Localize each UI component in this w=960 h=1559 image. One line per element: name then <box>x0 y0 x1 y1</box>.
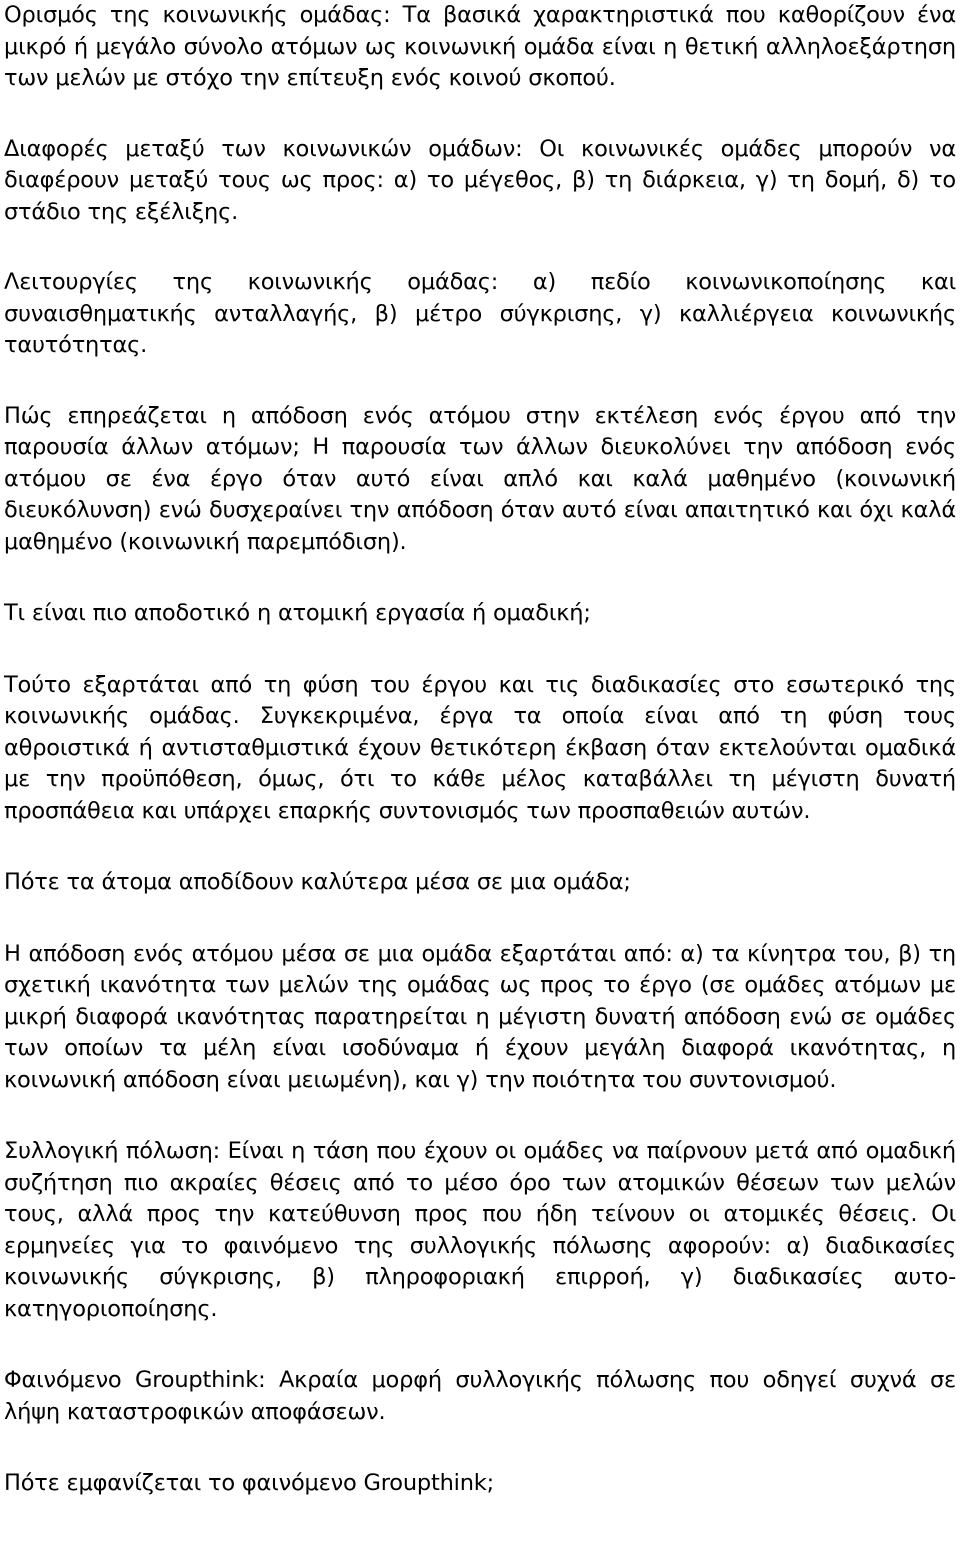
paragraph-group-functions: Λειτουργίες της κοινωνικής ομάδας: α) πεδίο κοινωνικοποίησης και συναισθηματικής ανταλλαγής, β) μέτρο σύγκρισης, γ) καλλιέργεια κοινωνικής ταυτότητας. <box>4 269 956 358</box>
paragraph-social-facilitation: Πώς επηρεάζεται η απόδοση ενός ατόμου στην εκτέλεση ενός έργου από την παρουσία άλλων ατόμων; Η παρουσία των άλλων διευκολύνει την απόδοση ενός ατόμου σε ένα έργο όταν αυτό είναι απλό και καλά μαθημένο (κοινωνική διευκόλυνση) ενώ δυσχεραίνει την απόδοση όταν αυτό είναι απαιτητικό και όχι καλά μαθημένο (κοινωνική παρεμπόδιση). <box>4 402 956 555</box>
question-when-groupthink: Πότε εμφανίζεται το φαινόμενο Groupthink; <box>4 1470 494 1496</box>
question-when-perform-better: Πότε τα άτομα αποδίδουν καλύτερα μέσα σε μια ομάδα; <box>4 869 631 895</box>
paragraph-groupthink: Φαινόμενο Groupthink: Ακραία μορφή συλλογικής πόλωσης που οδηγεί συχνά σε λήψη καταστροφικών αποφάσεων. <box>4 1367 956 1425</box>
paragraph-performance-factors: Η απόδοση ενός ατόμου μέσα σε μια ομάδα εξαρτάται από: α) τα κίνητρα του, β) τη σχετική ικανότητα των μελών της ομάδας ως προς το έργο (σε ομάδες ατόμων με μικρή διαφορά ικανότητας παρατηρείται η μέγιστη δυνατή απόδοση ενώ σε ομάδες των οποίων τα μέλη είναι ισοδύναμα ή έχουν μεγάλη διαφορά ικανότητας, η κοινωνική απόδοση είναι μειωμένη), και γ) την ποιότητα του συντονισμού. <box>4 940 956 1093</box>
paragraph-group-definition: Ορισμός της κοινωνικής ομάδας: Τα βασικά χαρακτηριστικά που καθορίζουν ένα μικρό ή μεγάλο σύνολο ατόμων ως κοινωνική ομάδα είναι η θετική αλληλοεξάρτηση των μελών με στόχο την επίτευξη ενός κοινού σκοπού. <box>4 2 956 91</box>
paragraph-group-polarization: Συλλογική πόλωση: Είναι η τάση που έχουν οι ομάδες να παίρνουν μετά από ομαδική συζήτηση πιο ακραίες θέσεις από το μέσο όρο των ατομικών θέσεων των μελών τους, αλλά προς την κατεύθυνση προς που ήδη τείνουν οι ατομικές θέσεις. Οι ερμηνείες για το φαινόμενο της συλλογικής πόλωσης αφορούν: α) διαδικασίες κοινωνικής σύγκρισης, β) πληροφοριακή επιρροή, γ) διαδικασίες αυτο-κατηγοριοποίησης. <box>4 1138 956 1322</box>
document-page <box>4 0 956 1500</box>
paragraph-group-differences: Διαφορές μεταξύ των κοινωνικών ομάδων: Οι κοινωνικές ομάδες μπορούν να διαφέρουν μεταξύ τους ως προς: α) το μέγεθος, β) τη διάρκεια, γ) τη δομή, δ) το στάδιο της εξέλιξης. <box>4 135 956 225</box>
paragraph-task-nature: Τούτο εξαρτάται από τη φύση του έργου και τις διαδικασίες στο εσωτερικό της κοινωνικής ομάδας. Συγκεκριμένα, έργα τα οποία είναι από τη φύση τους αθροιστικά ή αντισταθμιστικά έχουν θετικότερη έκβαση όταν εκτελούνται ομαδικά με την προϋπόθεση, όμως, ότι το κάθε μέλος καταβάλλει τη μέγιστη δυνατή προσπάθεια και υπάρχει επαρκής συντονισμός των προσπαθειών αυτών. <box>4 671 956 824</box>
question-individual-vs-group: Τι είναι πιο αποδοτικό η ατομική εργασία ή ομαδική; <box>4 600 591 626</box>
